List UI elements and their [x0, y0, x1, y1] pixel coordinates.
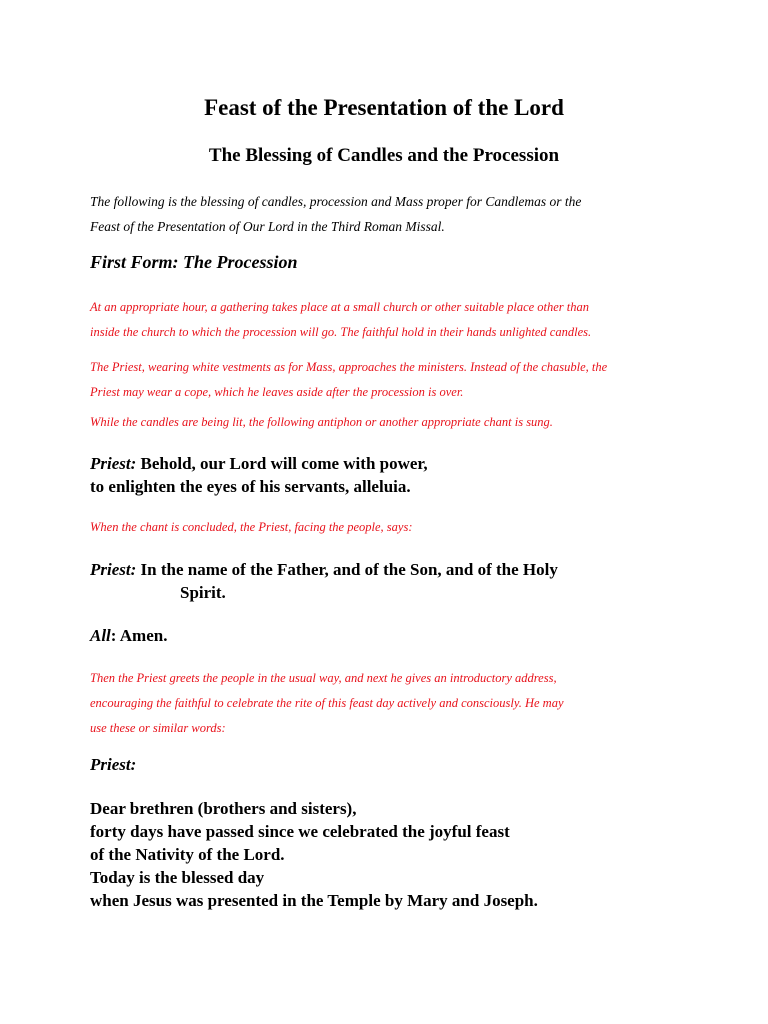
rubric-line: encouraging the faithful to celebrate the rite of this feast day actively and consciously. He may [90, 696, 564, 710]
priest-address-label [90, 753, 690, 776]
section-heading: First Form: The Procession [90, 252, 298, 272]
intro-line: The following is the blessing of candles, procession and Mass proper for Candlemas or the [90, 194, 582, 209]
page-title: Feast of the Presentation of the Lord [204, 95, 564, 120]
speech-text: when Jesus was presented in the Temple by Mary and Joseph. [90, 891, 538, 910]
rubric-line: use these or similar words: [90, 721, 226, 735]
intro-paragraph [90, 189, 690, 239]
speech-text: Spirit. [180, 583, 226, 602]
speech-text: Behold, our Lord will come with power, [136, 454, 428, 473]
speaker-label: Priest: [90, 560, 137, 579]
speech-text: In the name of the Father, and of the Son, and of the Holy [136, 560, 558, 579]
speaker-label: Priest: [90, 454, 137, 473]
priest-antiphon [90, 452, 690, 498]
rubric-greeting [90, 666, 690, 741]
rubric-line: Then the Priest greets the people in the usual way, and next he gives an introductory address, [90, 671, 557, 685]
rubric-chant-concluded: When the chant is concluded, the Priest, facing the people, says: [90, 520, 413, 534]
speaker-label: Priest: [90, 755, 137, 774]
speech-text: to enlighten the eyes of his servants, alleluia. [90, 477, 411, 496]
rubric-vestments [90, 355, 690, 405]
rubric-line: Priest may wear a cope, which he leaves aside after the procession is over. [90, 385, 464, 399]
rubric-line: The Priest, wearing white vestments as for Mass, approaches the ministers. Instead of the chasuble, the [90, 360, 608, 374]
intro-line: Feast of the Presentation of Our Lord in the Third Roman Missal. [90, 219, 445, 234]
speaker-label: All [90, 626, 111, 645]
priest-address [90, 797, 690, 912]
speech-text: forty days have passed since we celebrated the joyful feast [90, 822, 510, 841]
rubric-gathering [90, 295, 690, 345]
priest-invocation [90, 558, 690, 604]
speech-text: Dear brethren (brothers and sisters), [90, 799, 357, 818]
speech-text: of the Nativity of the Lord. [90, 845, 285, 864]
speech-text: : Amen. [110, 626, 168, 645]
all-response [90, 624, 690, 647]
page-subtitle: The Blessing of Candles and the Procession [208, 145, 560, 166]
rubric-line: inside the church to which the procession will go. The faithful hold in their hands unlighted candles. [90, 325, 592, 339]
rubric-candles-lit: While the candles are being lit, the following antiphon or another appropriate chant is sung. [90, 415, 553, 429]
speech-text: Today is the blessed day [90, 868, 265, 887]
rubric-line: At an appropriate hour, a gathering takes place at a small church or other suitable place other than [90, 300, 590, 314]
